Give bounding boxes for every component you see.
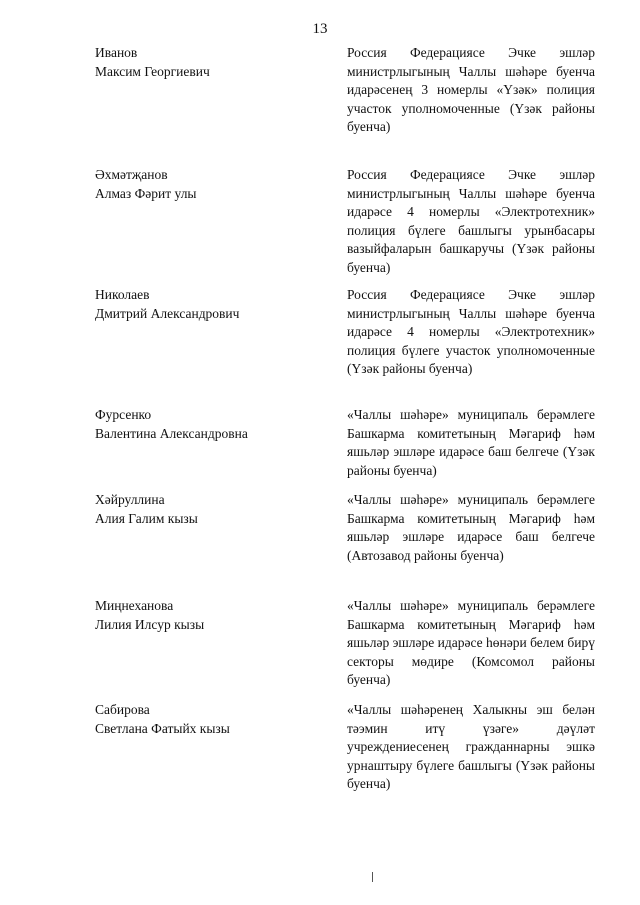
given-names: Алия Галим кызы: [95, 510, 198, 526]
person-name: [95, 286, 325, 323]
given-names: Максим Георгиевич: [95, 63, 210, 79]
person-name: [95, 491, 325, 528]
surname: Әхмәтҗанов: [95, 167, 168, 182]
position-description: Россия Федерациясе Эчке эшләр министрлыгының Чаллы шәһәре буенча идарәсе 4 номерлы «Электротехник» полиция бүлеге участок уполномоченные (Үзәк районы буенча): [347, 287, 595, 376]
position-description: «Чаллы шәһәре» муниципаль берәмлеге Башкарма комитетының Мәгариф һәм яшьләр эшләре идарәсе һөнәри белем бирү секторы мөдире (Комсомол районы буенча): [347, 598, 595, 687]
surname: Сабирова: [95, 702, 150, 717]
given-names: Лилия Илсур кызы: [95, 616, 205, 632]
person-name: [95, 44, 325, 81]
position-description: «Чаллы шәһәре» муниципаль берәмлеге Башкарма комитетының Мәгариф һәм яшьләр эшләре идарәсе баш белгече (Автозавод районы буенча): [347, 492, 595, 563]
position-description: «Чаллы шәһәре» муниципаль берәмлеге Башкарма комитетының Мәгариф һәм яшьләр эшләре идарәсе баш белгече (Үзәк районы буенча): [347, 407, 595, 478]
surname: Иванов: [95, 45, 138, 60]
given-names: Алмаз Фәрит улы: [95, 185, 197, 201]
person-name: [95, 166, 325, 203]
scan-mark: [372, 872, 373, 882]
surname: Хәйруллина: [95, 492, 165, 507]
surname: Николаев: [95, 287, 150, 302]
person-name: [95, 701, 325, 738]
position-description: Россия Федерациясе Эчке эшләр министрлыгының Чаллы шәһәре буенча идарәсе 4 номерлы «Электротехник» полиция бүлеге башлыгы урынбасары вазыйфаларын башкаручы (Үзәк районы буенча): [347, 167, 595, 275]
page-number: 13: [312, 21, 328, 37]
position-description: «Чаллы шәһәренең Халыкны эш белән тәэмин итү үзәге» дәүләт учреждениесенең гражданнарны эшкә урнаштыру бүлеге башлыгы (Үзәк районы буенча): [347, 702, 595, 791]
surname: Миңнеханова: [95, 598, 174, 613]
person-name: [95, 406, 325, 443]
given-names: Дмитрий Александрович: [95, 305, 240, 321]
person-name: [95, 597, 325, 634]
given-names: Валентина Александровна: [95, 425, 248, 441]
surname: Фурсенко: [95, 407, 152, 422]
given-names: Светлана Фатыйх кызы: [95, 720, 230, 736]
position-description: Россия Федерациясе Эчке эшләр министрлыгының Чаллы шәһәре буенча идарәсенең 3 номерлы «Үзәк» полиция участок уполномоченные (Үзәк районы буенча): [347, 45, 595, 134]
